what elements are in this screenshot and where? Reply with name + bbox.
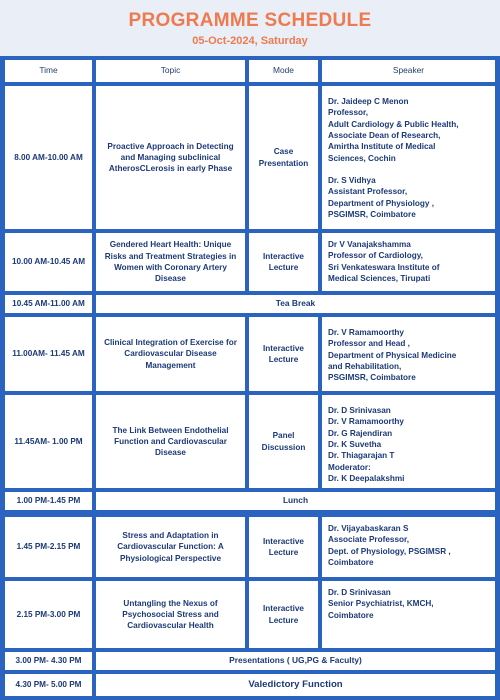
speaker-line: Associate Professor, — [328, 535, 410, 545]
session-speakers — [322, 395, 495, 488]
speaker-line: Dr. K Deepalakshmi — [328, 473, 405, 483]
session-time: 8.00 AM-10.00 AM — [5, 86, 92, 229]
table-header-row — [0, 60, 500, 82]
speaker-line: Dr. V Ramamoorthy — [328, 328, 404, 337]
speaker-line: Amirtha Institute of Medical — [328, 142, 436, 152]
speaker-line: Senior Psychiatrist, KMCH, — [328, 599, 434, 609]
session-speakers — [322, 86, 495, 229]
session-time: 11.00AM- 11.45 AM — [5, 317, 92, 391]
speaker-line: Dr. G Rajendiran — [328, 428, 393, 438]
session-topic: Untangling the Nexus of Psychosocial Stress and Cardiovascular Health — [96, 581, 245, 648]
span-label: Presentations ( UG,PG & Faculty) — [96, 652, 495, 670]
speaker-line: Dr. Jaideep C Menon — [328, 97, 409, 106]
session-mode: Interactive Lecture — [249, 233, 318, 291]
session-topic: The Link Between Endothelial Function and Cardiovascular Disease — [96, 395, 245, 488]
session-topic: Gendered Heart Health: Unique Risks and Treatment Strategies in Women with Coronary Artery Disease — [96, 233, 245, 291]
speaker-line: Dept. of Physiology, PSGIMSR , — [328, 546, 451, 556]
session-row — [0, 86, 500, 229]
speaker-line: Sciences, Cochin — [328, 153, 396, 163]
column-header-mode: Mode — [249, 60, 318, 82]
schedule-header — [0, 0, 500, 56]
session-row — [0, 517, 500, 577]
session-topic: Proactive Approach in Detecting and Managing subclinical AtherosCLerosis in early Phase — [96, 86, 245, 229]
speaker-line: Coimbatore — [328, 557, 374, 567]
speaker-line: Dr. Vijayabaskaran S — [328, 524, 409, 533]
speaker-line: and Rehabilitation, — [328, 361, 402, 371]
column-header-time: Time — [5, 60, 92, 82]
speaker-line: Dr. D Srinivasan — [328, 406, 391, 415]
session-mode: Interactive Lecture — [249, 581, 318, 648]
session-row — [0, 581, 500, 648]
session-time: 1.45 PM-2.15 PM — [5, 517, 92, 577]
speaker-line: Dr. Thiagarajan T — [328, 451, 395, 461]
session-speakers — [322, 317, 495, 391]
speaker-line: Associate Dean of Research, — [328, 130, 441, 140]
speaker-line: Sri Venkateswara Institute of — [328, 262, 440, 272]
speaker-line: Dr. D Srinivasan — [328, 588, 391, 597]
break-row — [0, 492, 500, 510]
event-date: 05-Oct-2024, Saturday — [192, 35, 308, 47]
column-header-topic: Topic — [96, 60, 245, 82]
session-speakers — [322, 517, 495, 577]
speaker-line: Dr. V Ramamoorthy — [328, 417, 404, 427]
speaker-line: Department of Physical Medicine — [328, 350, 457, 360]
speaker-line: Dr. K Suvetha — [328, 439, 382, 449]
schedule-table — [0, 56, 500, 700]
break-row — [0, 652, 500, 670]
speaker-line: Medical Sciences, Tirupati — [328, 273, 431, 283]
session-mode: Interactive Lecture — [249, 517, 318, 577]
session-row — [0, 233, 500, 291]
speaker-line: Professor of Cardiology, — [328, 251, 423, 261]
session-time: 10.45 AM-11.00 AM — [5, 295, 92, 313]
session-speakers — [322, 581, 495, 648]
session-topic: Stress and Adaptation in Cardiovascular Function: A Physiological Perspective — [96, 517, 245, 577]
session-row — [0, 317, 500, 391]
session-mode: Interactive Lecture — [249, 317, 318, 391]
break-row — [0, 674, 500, 696]
page-title: PROGRAMME SCHEDULE — [128, 10, 372, 31]
speaker-line: Dr V Vanajakshamma — [328, 240, 411, 249]
speaker-line: Professor and Head , — [328, 339, 410, 349]
speaker-line: Department of Physiology , — [328, 198, 434, 208]
break-row — [0, 295, 500, 313]
session-mode: Panel Discussion — [249, 395, 318, 488]
span-label: Lunch — [96, 492, 495, 510]
session-mode: Case Presentation — [249, 86, 318, 229]
session-speakers — [322, 233, 495, 291]
speaker-line: Professor, — [328, 108, 369, 118]
column-header-speaker: Speaker — [322, 60, 495, 82]
span-label: Tea Break — [96, 295, 495, 313]
speaker-line: Moderator: — [328, 462, 371, 472]
session-time: 2.15 PM-3.00 PM — [5, 581, 92, 648]
session-time: 10.00 AM-10.45 AM — [5, 233, 92, 291]
session-time: 4.30 PM- 5.00 PM — [5, 674, 92, 696]
span-label: Valedictory Function — [96, 674, 495, 696]
speaker-line: Assistant Professor, — [328, 187, 408, 197]
session-time: 3.00 PM- 4.30 PM — [5, 652, 92, 670]
session-topic: Clinical Integration of Exercise for Cardiovascular Disease Management — [96, 317, 245, 391]
speaker-line: Adult Cardiology & Public Health, — [328, 119, 459, 129]
session-time: 1.00 PM-1.45 PM — [5, 492, 92, 510]
session-row — [0, 395, 500, 488]
speaker-line: PSGIMSR, Coimbatore — [328, 209, 416, 219]
speaker-line: PSGIMSR, Coimbatore — [328, 373, 416, 383]
speaker-line: Coimbatore — [328, 610, 374, 620]
speaker-line: Dr. S Vidhya — [328, 175, 376, 185]
session-time: 11.45AM- 1.00 PM — [5, 395, 92, 488]
